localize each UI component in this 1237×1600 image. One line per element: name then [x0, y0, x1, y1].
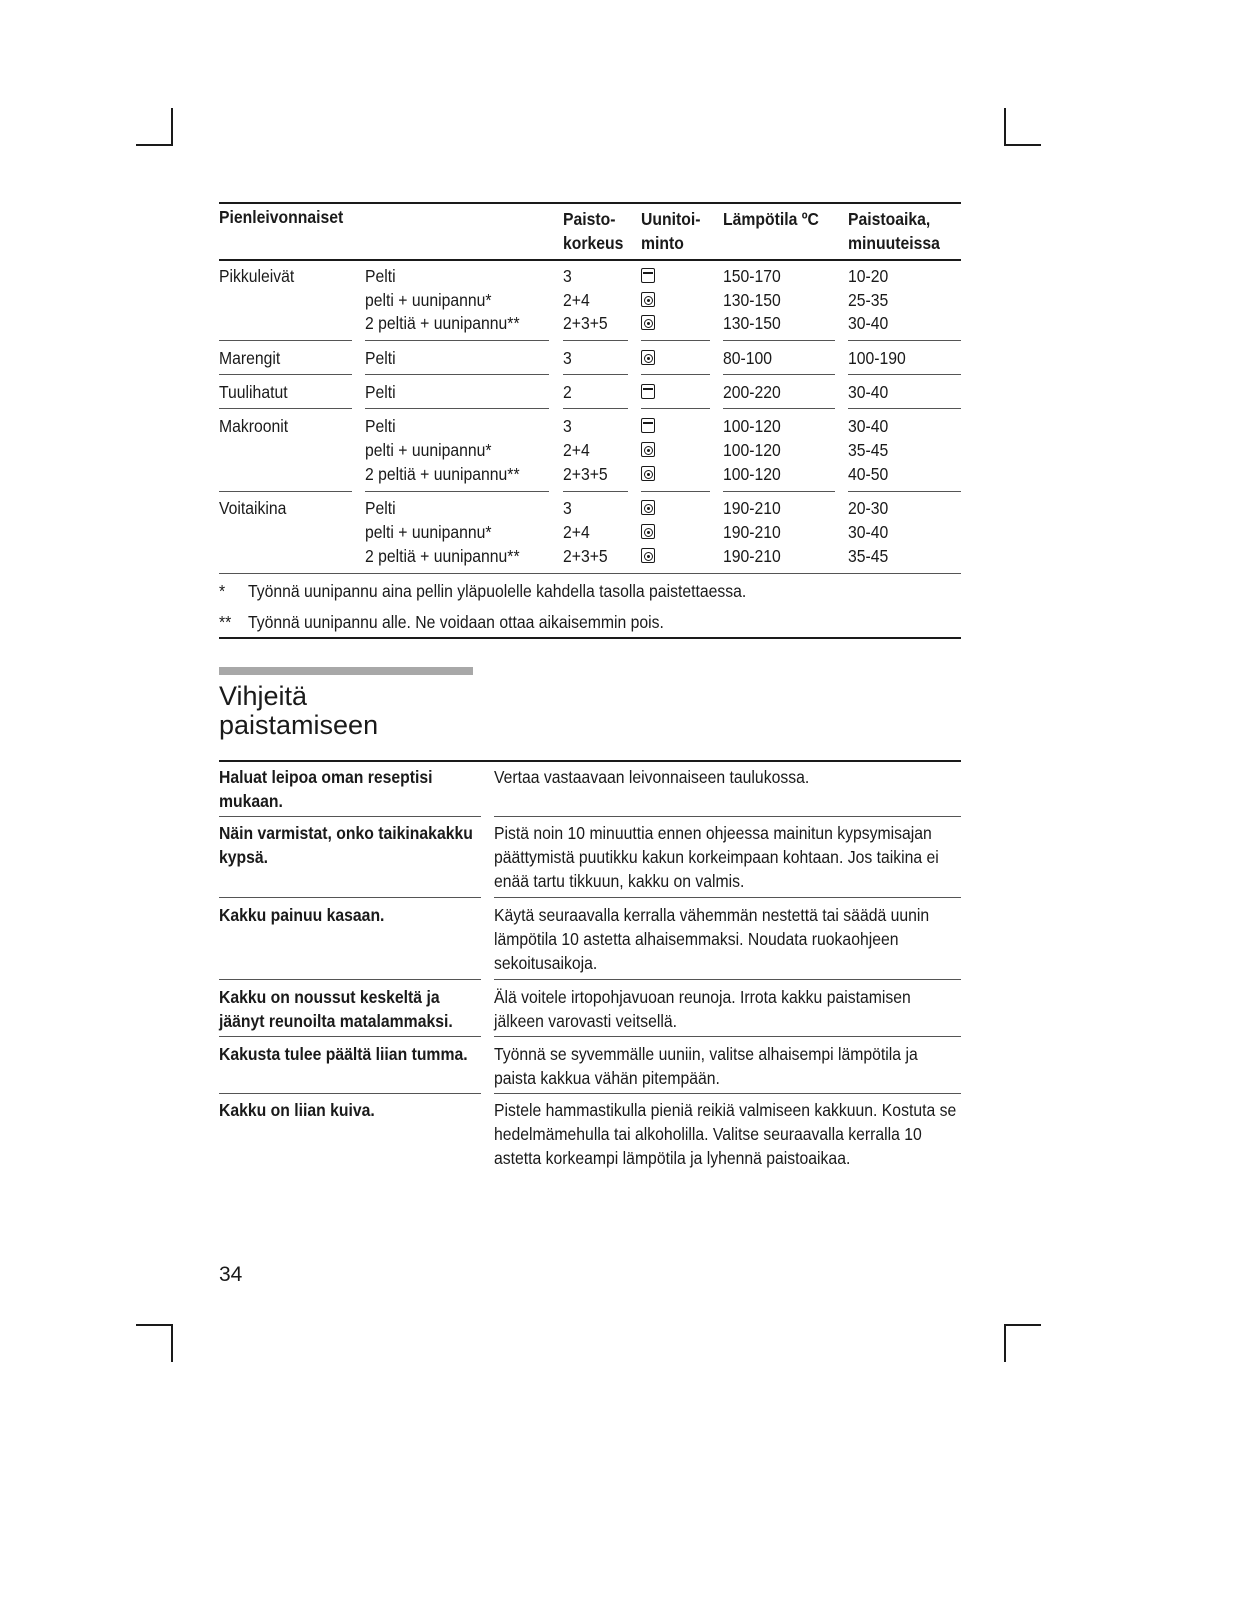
- temp-cell: 190-210: [723, 498, 781, 518]
- crop-mark: [136, 144, 173, 146]
- tip-problem: Kakku on liian kuiva.: [219, 1100, 375, 1120]
- tip-divider: [219, 1036, 481, 1037]
- temp-cell: 190-210: [723, 546, 781, 566]
- crop-mark: [136, 1324, 173, 1326]
- header-time-1: Paistoaika,: [848, 209, 931, 229]
- tip-problem: Näin varmistat, onko taikinakakku kypsä.: [219, 823, 473, 867]
- tip-solution: Työnnä se syvemmälle uuniin, valitse alhaisempi lämpötila ja paista kakkua vähän pitempään.: [494, 1044, 918, 1088]
- temp-cell: 130-150: [723, 313, 781, 333]
- row-divider: [641, 374, 710, 375]
- tip-divider: [494, 979, 961, 980]
- section-accent-bar: [219, 667, 473, 675]
- tip-problem: Kakku painuu kasaan.: [219, 905, 385, 925]
- tray-cell: Pelti: [365, 416, 396, 436]
- tray-cell: Pelti: [365, 382, 396, 402]
- tip-divider: [219, 979, 481, 980]
- footnote-mark: *: [219, 581, 226, 601]
- temp-cell: 190-210: [723, 522, 781, 542]
- top-bottom-heat-icon: [641, 418, 655, 433]
- footnote-text: Työnnä uunipannu aina pellin yläpuolelle kahdella tasolla paistettaessa.: [248, 581, 747, 601]
- tray-cell: 2 peltiä + uunipannu**: [365, 546, 520, 566]
- temp-cell: 130-150: [723, 290, 781, 310]
- group-name: Marengit: [219, 348, 281, 368]
- time-cell: 35-45: [848, 546, 889, 566]
- tray-cell: Pelti: [365, 348, 396, 368]
- crop-mark: [1004, 1324, 1006, 1362]
- time-cell: 30-40: [848, 382, 889, 402]
- section-title-line1: Vihjeitä: [219, 681, 308, 711]
- row-divider: [723, 491, 835, 492]
- level-cell: 3: [563, 266, 572, 286]
- crop-mark: [1004, 144, 1041, 146]
- row-divider: [219, 374, 352, 375]
- crop-mark: [171, 1324, 173, 1362]
- row-divider: [848, 408, 961, 409]
- level-cell: 3: [563, 416, 572, 436]
- group-name: Voitaikina: [219, 498, 287, 518]
- level-cell: 2+4: [563, 522, 590, 542]
- level-cell: 2: [563, 382, 572, 402]
- level-cell: 2+3+5: [563, 464, 608, 484]
- time-cell: 10-20: [848, 266, 889, 286]
- header-time-2: minuuteissa: [848, 233, 940, 253]
- tray-cell: pelti + uunipannu*: [365, 522, 492, 542]
- level-cell: 3: [563, 348, 572, 368]
- level-cell: 3: [563, 498, 572, 518]
- header-level-2: korkeus: [563, 233, 624, 253]
- group-name: Pikkuleivät: [219, 266, 295, 286]
- hot-air-icon: [641, 466, 655, 481]
- temp-cell: 100-120: [723, 416, 781, 436]
- tip-divider: [494, 1093, 961, 1094]
- header-mode-2: minto: [641, 233, 684, 253]
- row-divider: [219, 491, 352, 492]
- time-cell: 40-50: [848, 464, 889, 484]
- page-number: 34: [219, 1263, 243, 1286]
- tray-cell: Pelti: [365, 498, 396, 518]
- row-divider: [848, 374, 961, 375]
- tip-problem: Haluat leipoa oman reseptisi mukaan.: [219, 767, 433, 811]
- row-divider: [563, 408, 628, 409]
- row-divider: [365, 408, 549, 409]
- row-divider: [219, 340, 352, 341]
- tip-solution: Vertaa vastaavaan leivonnaiseen taulukossa.: [494, 767, 810, 787]
- tray-cell: pelti + uunipannu*: [365, 440, 492, 460]
- time-cell: 25-35: [848, 290, 889, 310]
- header-level-1: Paisto-: [563, 209, 616, 229]
- row-divider: [365, 340, 549, 341]
- time-cell: 30-40: [848, 522, 889, 542]
- hot-air-icon: [641, 500, 655, 515]
- row-divider: [723, 340, 835, 341]
- crop-mark: [1004, 1324, 1041, 1326]
- crop-mark: [1004, 108, 1006, 146]
- tip-solution: Pistele hammastikulla pieniä reikiä valmiseen kakkuun. Kostuta se hedelmämehulla tai alkoholilla. Valitse seuraavalla kerralla 10 astetta korkeampi lämpötila ja lyhennä paistoaikaa.: [494, 1100, 957, 1168]
- tip-divider: [494, 897, 961, 898]
- header-temp: Lämpötila ºC: [723, 209, 819, 229]
- row-divider: [723, 374, 835, 375]
- table-top-rule: [219, 202, 961, 204]
- row-divider: [365, 491, 549, 492]
- level-cell: 2+3+5: [563, 313, 608, 333]
- hot-air-icon: [641, 548, 655, 563]
- time-cell: 30-40: [848, 313, 889, 333]
- temp-cell: 100-120: [723, 440, 781, 460]
- section-title: [219, 682, 378, 740]
- table-bottom-rule: [219, 637, 961, 639]
- level-cell: 2+4: [563, 440, 590, 460]
- temp-cell: 150-170: [723, 266, 781, 286]
- hot-air-icon: [641, 350, 655, 365]
- hot-air-icon: [641, 524, 655, 539]
- tip-divider: [494, 816, 961, 817]
- row-divider: [563, 340, 628, 341]
- tip-solution: Älä voitele irtopohjavuoan reunoja. Irrota kakku paistamisen jälkeen varovasti veitsellä.: [494, 987, 911, 1031]
- header-mode-1: Uunitoi-: [641, 209, 701, 229]
- time-cell: 100-190: [848, 348, 906, 368]
- tray-cell: 2 peltiä + uunipannu**: [365, 464, 520, 484]
- tip-divider: [219, 1093, 481, 1094]
- tip-solution: Käytä seuraavalla kerralla vähemmän nestettä tai säädä uunin lämpötila 10 astetta alhaisemmaksi. Noudata ruokaohjeen sekoitusaikoja.: [494, 905, 930, 973]
- header-pastry: Pienleivonnaiset: [219, 207, 344, 227]
- header-bottom-rule: [219, 259, 961, 261]
- row-divider: [641, 408, 710, 409]
- time-cell: 30-40: [848, 416, 889, 436]
- top-bottom-heat-icon: [641, 268, 655, 283]
- time-cell: 20-30: [848, 498, 889, 518]
- row-divider: [219, 408, 352, 409]
- row-divider: [848, 340, 961, 341]
- tip-divider: [219, 897, 481, 898]
- tip-solution: Pistä noin 10 minuuttia ennen ohjeessa mainitun kypsymisajan päättymistä puutikku kakun korkeimpaan kohtaan. Jos taikina ei enää tartu tikkuun, kakku on valmis.: [494, 823, 939, 891]
- time-cell: 35-45: [848, 440, 889, 460]
- crop-mark: [171, 108, 173, 146]
- tray-cell: 2 peltiä + uunipannu**: [365, 313, 520, 333]
- tip-divider: [219, 816, 481, 817]
- row-divider: [641, 491, 710, 492]
- section-title-line2: paistamiseen: [219, 710, 379, 740]
- row-divider: [563, 374, 628, 375]
- footnote-text: Työnnä uunipannu alle. Ne voidaan ottaa aikaisemmin pois.: [248, 612, 664, 632]
- row-divider: [563, 491, 628, 492]
- level-cell: 2+4: [563, 290, 590, 310]
- row-divider: [641, 340, 710, 341]
- level-cell: 2+3+5: [563, 546, 608, 566]
- footnote-mark: **: [219, 612, 232, 632]
- top-bottom-heat-icon: [641, 384, 655, 399]
- tips-top-rule: [219, 760, 961, 762]
- row-divider: [723, 408, 835, 409]
- tray-cell: Pelti: [365, 266, 396, 286]
- group-name: Tuulihatut: [219, 382, 288, 402]
- temp-cell: 80-100: [723, 348, 773, 368]
- tip-problem: Kakusta tulee päältä liian tumma.: [219, 1044, 468, 1064]
- row-divider: [365, 374, 549, 375]
- row-divider: [848, 491, 961, 492]
- hot-air-icon: [641, 315, 655, 330]
- hot-air-icon: [641, 292, 655, 307]
- tip-divider: [494, 1036, 961, 1037]
- tray-cell: pelti + uunipannu*: [365, 290, 492, 310]
- tip-problem: Kakku on noussut keskeltä ja jäänyt reunoilta matalammaksi.: [219, 987, 453, 1031]
- hot-air-icon: [641, 442, 655, 457]
- temp-cell: 200-220: [723, 382, 781, 402]
- table-end-divider: [219, 573, 961, 574]
- temp-cell: 100-120: [723, 464, 781, 484]
- group-name: Makroonit: [219, 416, 289, 436]
